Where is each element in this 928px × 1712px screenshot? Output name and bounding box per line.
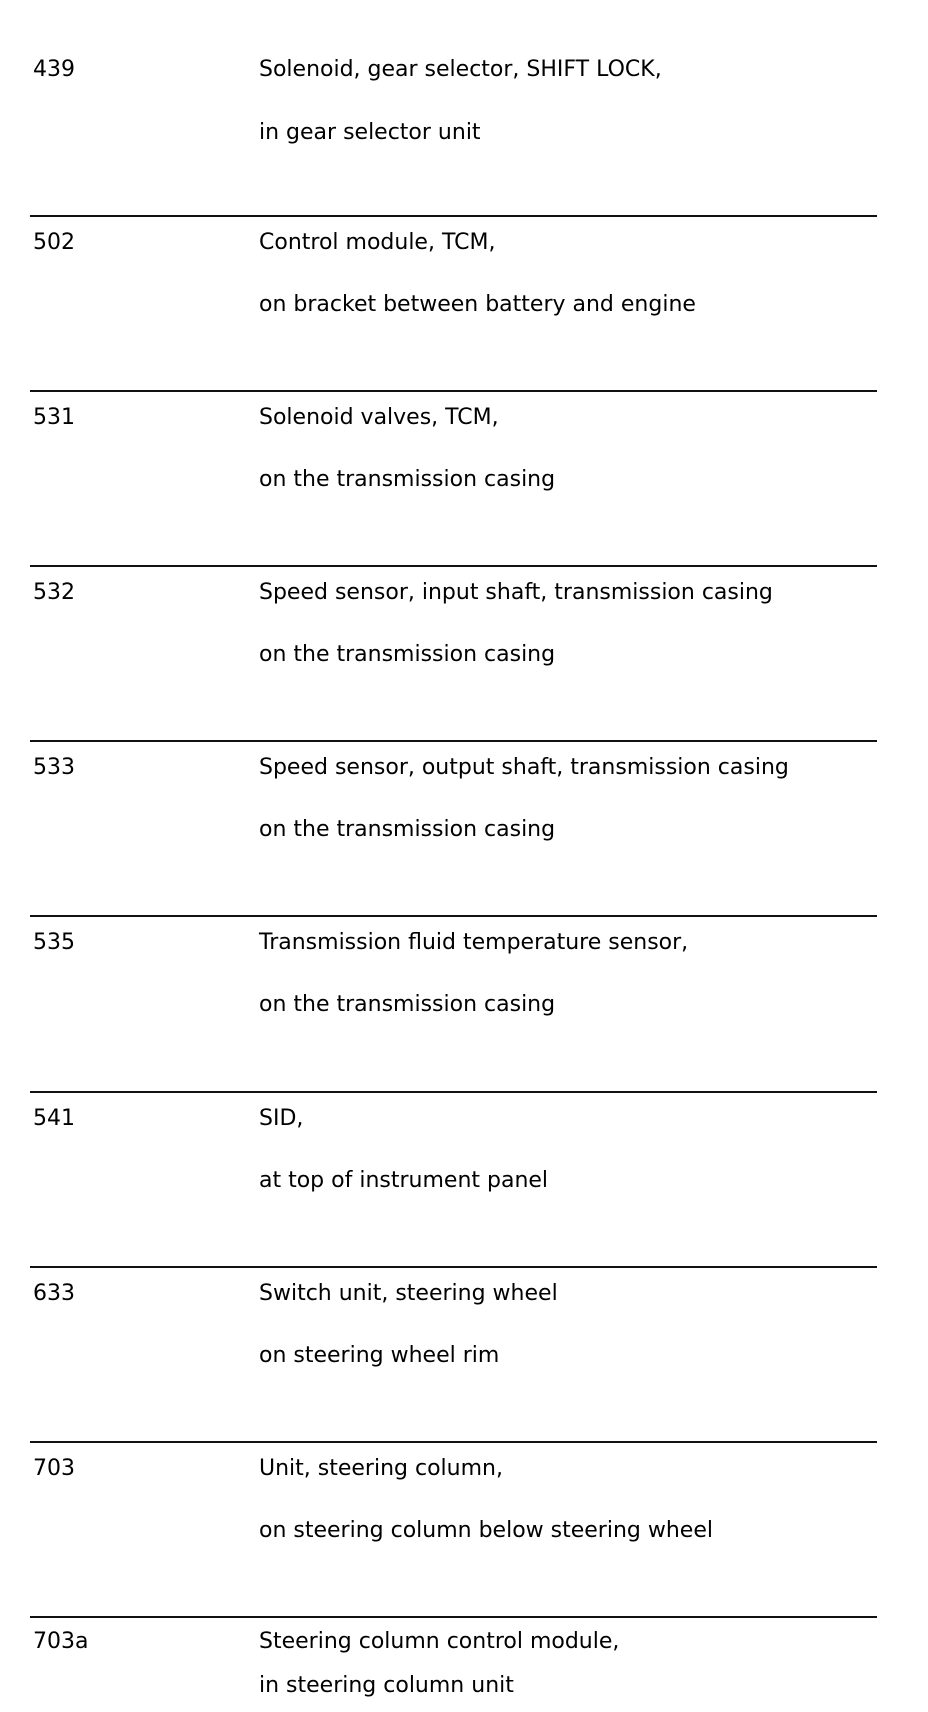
- component-location: on the transmission casing: [259, 817, 556, 842]
- component-number: 531: [33, 405, 75, 430]
- divider: [30, 1441, 877, 1443]
- component-number: 541: [33, 1106, 75, 1131]
- component-description: SID,: [259, 1106, 304, 1131]
- component-location: on the transmission casing: [259, 992, 556, 1017]
- component-description: Speed sensor, output shaft, transmission casing: [259, 755, 789, 780]
- component-location: on the transmission casing: [259, 467, 556, 492]
- divider: [30, 1616, 877, 1618]
- component-description: Transmission fluid temperature sensor,: [259, 930, 689, 955]
- divider: [30, 915, 877, 917]
- component-location: on steering wheel rim: [259, 1343, 500, 1368]
- divider: [30, 390, 877, 392]
- component-location: in steering column unit: [259, 1673, 514, 1698]
- divider: [30, 565, 877, 567]
- component-description: Switch unit, steering wheel: [259, 1281, 558, 1306]
- component-number: 532: [33, 580, 75, 605]
- component-description: Control module, TCM,: [259, 230, 496, 255]
- divider: [30, 740, 877, 742]
- component-description: Solenoid valves, TCM,: [259, 405, 499, 430]
- component-description: Speed sensor, input shaft, transmission casing: [259, 580, 773, 605]
- component-number: 439: [33, 57, 75, 82]
- component-number: 703a: [33, 1629, 89, 1654]
- divider: [30, 1266, 877, 1268]
- component-number: 535: [33, 930, 75, 955]
- component-location: on steering column below steering wheel: [259, 1518, 713, 1543]
- component-number: 533: [33, 755, 75, 780]
- component-number: 502: [33, 230, 75, 255]
- divider: [30, 1091, 877, 1093]
- divider: [30, 215, 877, 217]
- component-location: on bracket between battery and engine: [259, 292, 696, 317]
- component-number: 703: [33, 1456, 75, 1481]
- component-description: Solenoid, gear selector, SHIFT LOCK,: [259, 57, 662, 82]
- component-description: Unit, steering column,: [259, 1456, 503, 1481]
- component-location: in gear selector unit: [259, 120, 481, 145]
- component-location: at top of instrument panel: [259, 1168, 549, 1193]
- component-location: on the transmission casing: [259, 642, 556, 667]
- component-description: Steering column control module,: [259, 1629, 620, 1654]
- component-number: 633: [33, 1281, 75, 1306]
